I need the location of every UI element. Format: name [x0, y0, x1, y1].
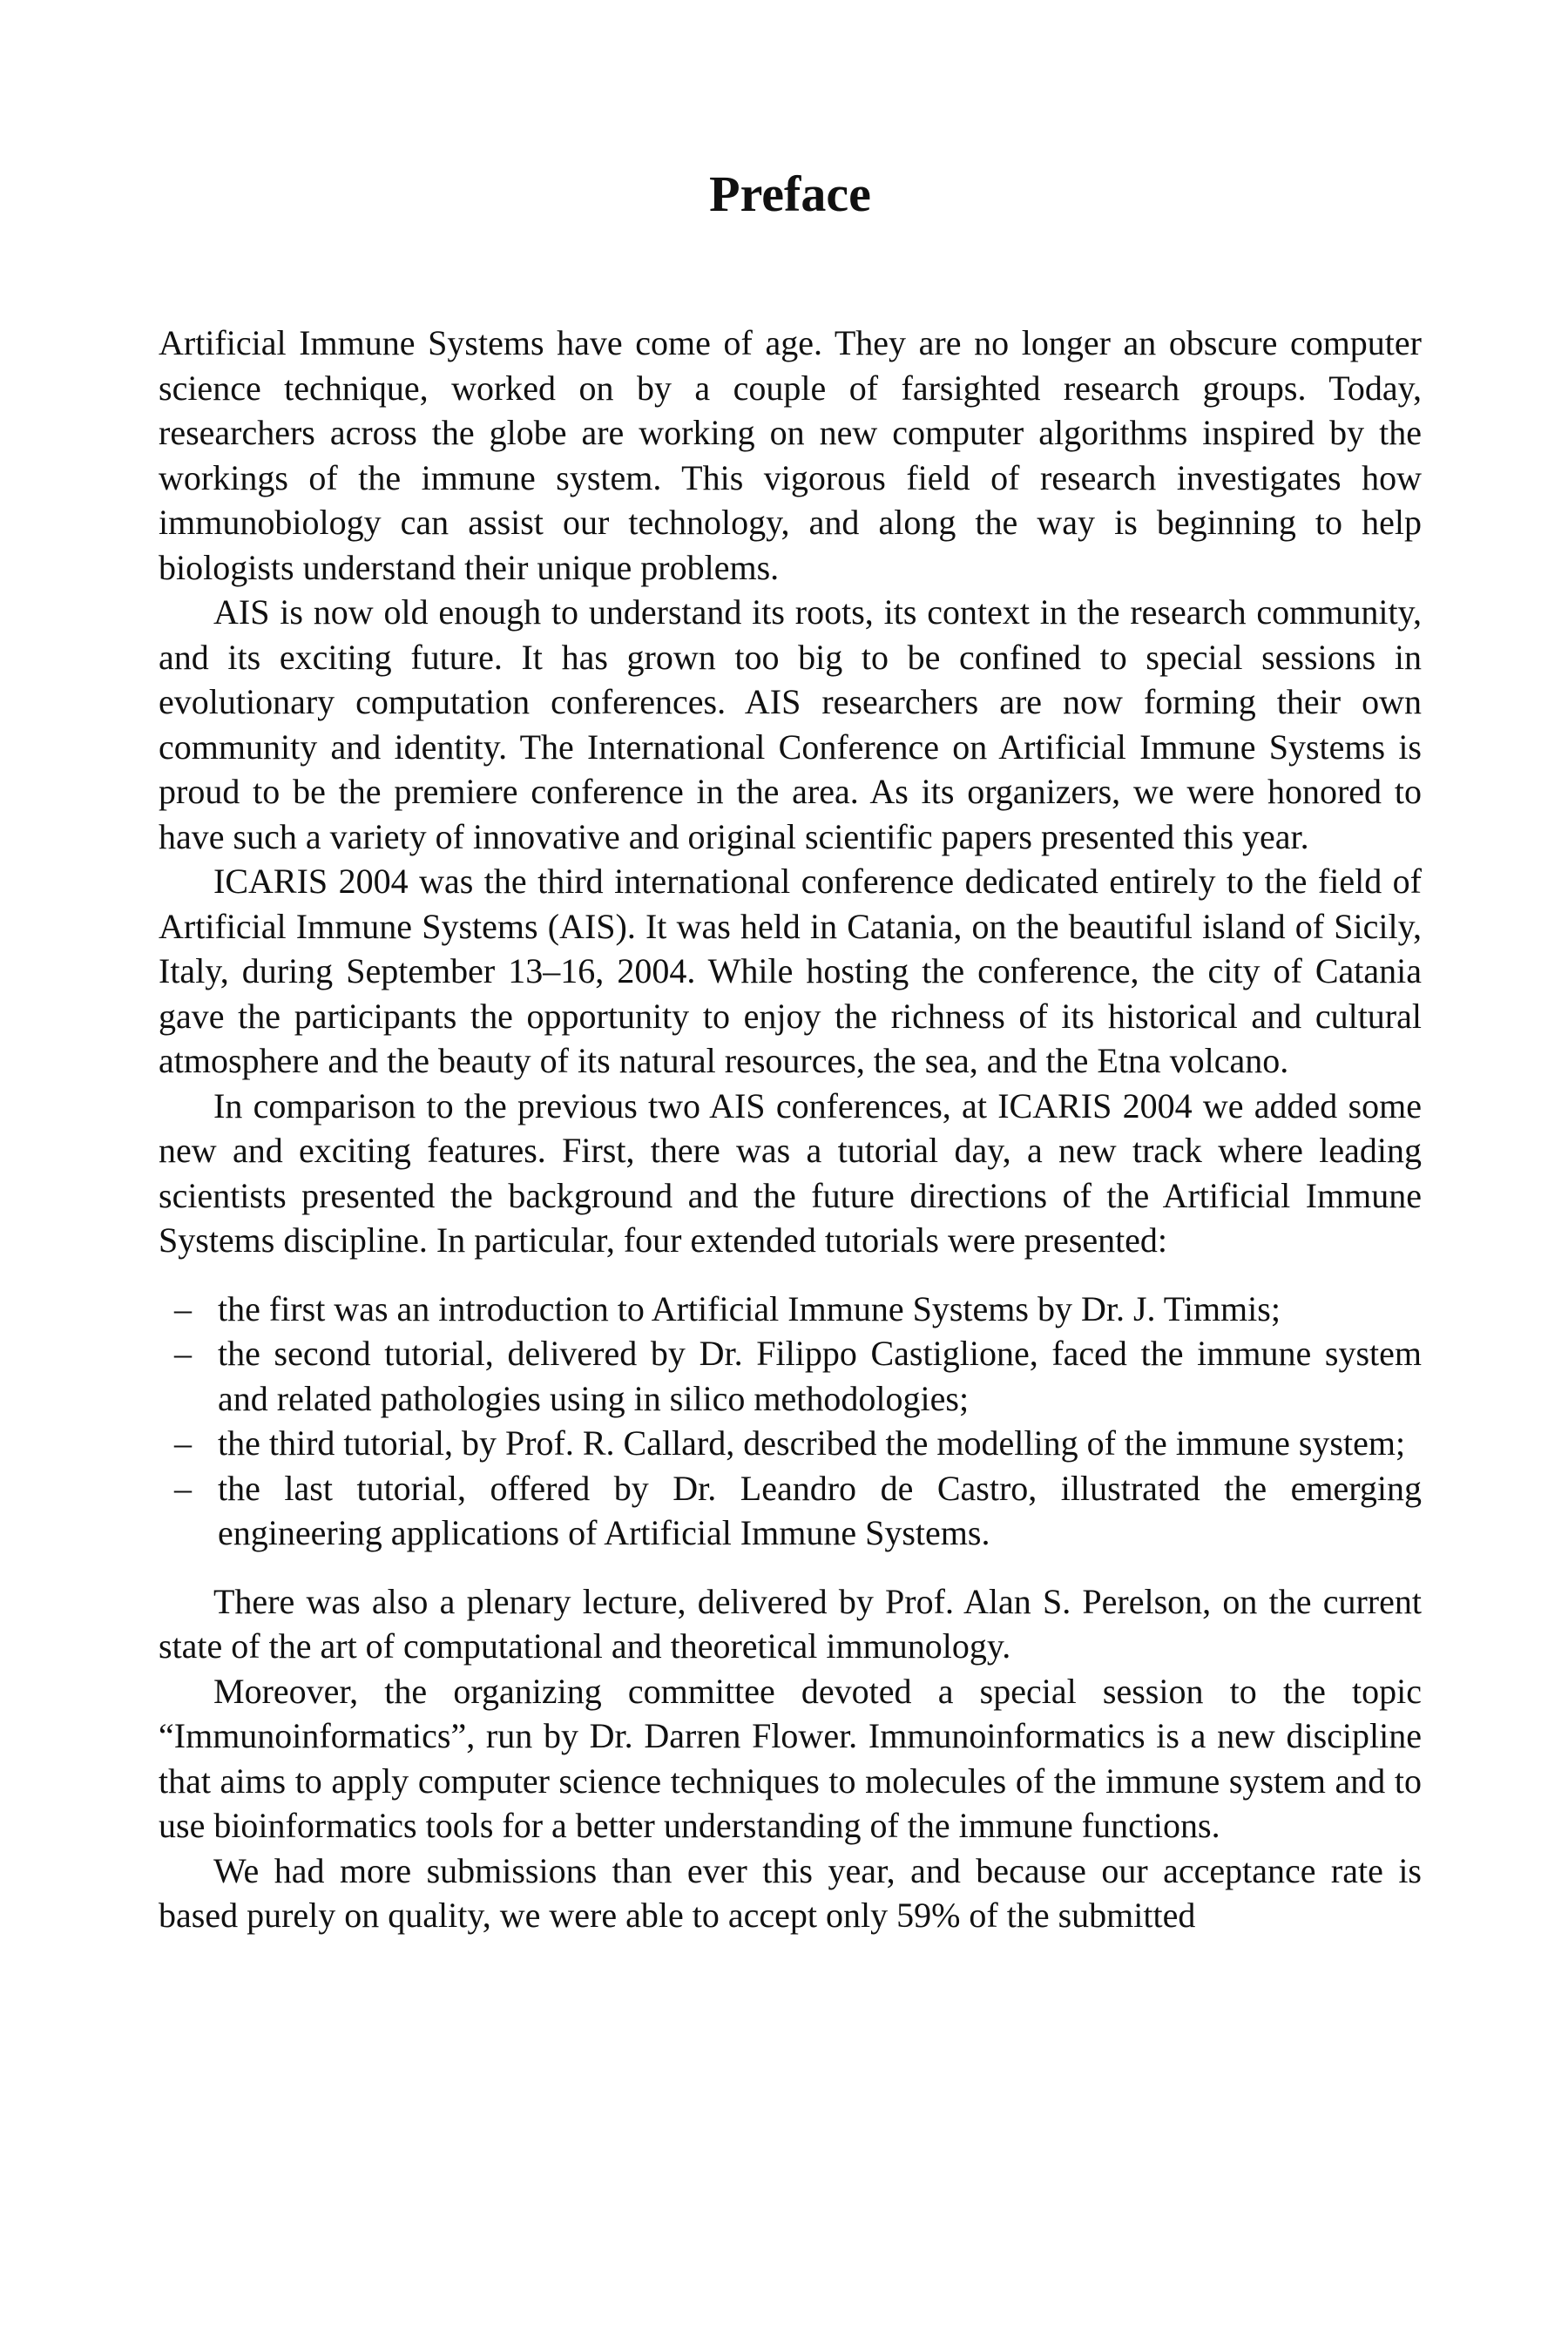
preface-body [159, 321, 1422, 1938]
paragraph-ais-roots: AIS is now old enough to understand its roots, its context in the research community, and its exciting future. It has grown too big to be confined to special sessions in evolutionary computation conferences. AIS researchers are now forming their own community and identity. The International Conference on Artificial Immune Systems is proud to be the premiere conference in the area. As its organizers, we were honored to have such a variety of innovative and original scientific papers presented this year. [159, 592, 1422, 856]
paragraph-plenary-lecture: There was also a plenary lecture, delivered by Prof. Alan S. Perelson, on the current state of the art of computational and theoretical immunology. [159, 1581, 1422, 1666]
list-dash: – [174, 1423, 192, 1463]
paragraph-intro: Artificial Immune Systems have come of age. They are no longer an obscure computer science technique, worked on by a couple of farsighted research groups. Today, researchers across the globe are working on new computer algorithms inspired by the workings of the immune system. This vigorous field of research investigates how immunobiology can assist our technology, and along the way is beginning to help biologists understand their unique problems. [159, 323, 1422, 587]
list-item-text: the second tutorial, delivered by Dr. Filippo Castiglione, faced the immune system and related pathologies using in silico methodologies; [218, 1334, 1422, 1418]
list-dash: – [174, 1288, 192, 1328]
paragraph-submissions: We had more submissions than ever this year, and because our acceptance rate is based purely on quality, we were able to accept only 59% of the submitted [159, 1850, 1422, 1935]
paragraph-icaris-2004: ICARIS 2004 was the third international conference dedicated entirely to the field of Artificial Immune Systems (AIS). It was held in Catania, on the beautiful island of Sicily, Italy, during September 13–16, 2004. While hosting the conference, the city of Catania gave the participants the opportunity to enjoy the richness of its historical and cultural atmosphere and the beauty of its natural resources, the sea, and the Etna volcano. [159, 862, 1422, 1080]
list-item [159, 1287, 1422, 1332]
list-item-text: the third tutorial, by Prof. R. Callard, described the modelling of the immune system; [218, 1423, 1406, 1463]
list-item-text: the last tutorial, offered by Dr. Leandro de Castro, illustrated the emerging engineering applications of Artificial Immune Systems. [218, 1468, 1422, 1552]
list-item [159, 1421, 1422, 1466]
list-dash: – [174, 1334, 192, 1373]
tutorial-list [159, 1287, 1422, 1556]
page-title: Preface [709, 166, 871, 222]
list-dash: – [174, 1468, 192, 1508]
list-item [159, 1466, 1422, 1556]
paragraph-new-features: In comparison to the previous two AIS conferences, at ICARIS 2004 we added some new and exciting features. First, there was a tutorial day, a new track where leading scientists presented the background and the future directions of the Artificial Immune Systems discipline. In particular, four extended tutorials were presented: [159, 1085, 1422, 1260]
paragraph-immunoinformatics: Moreover, the organizing committee devoted a special session to the topic “Immunoinformatics”, run by Dr. Darren Flower. Immunoinformatics is a new discipline that aims to apply computer science techniques to molecules of the immune system and to use bioinformatics tools for a better understanding of the immune functions. [159, 1671, 1422, 1845]
list-item-text: the first was an introduction to Artificial Immune Systems by Dr. J. Timmis; [218, 1288, 1281, 1328]
list-item [159, 1331, 1422, 1421]
